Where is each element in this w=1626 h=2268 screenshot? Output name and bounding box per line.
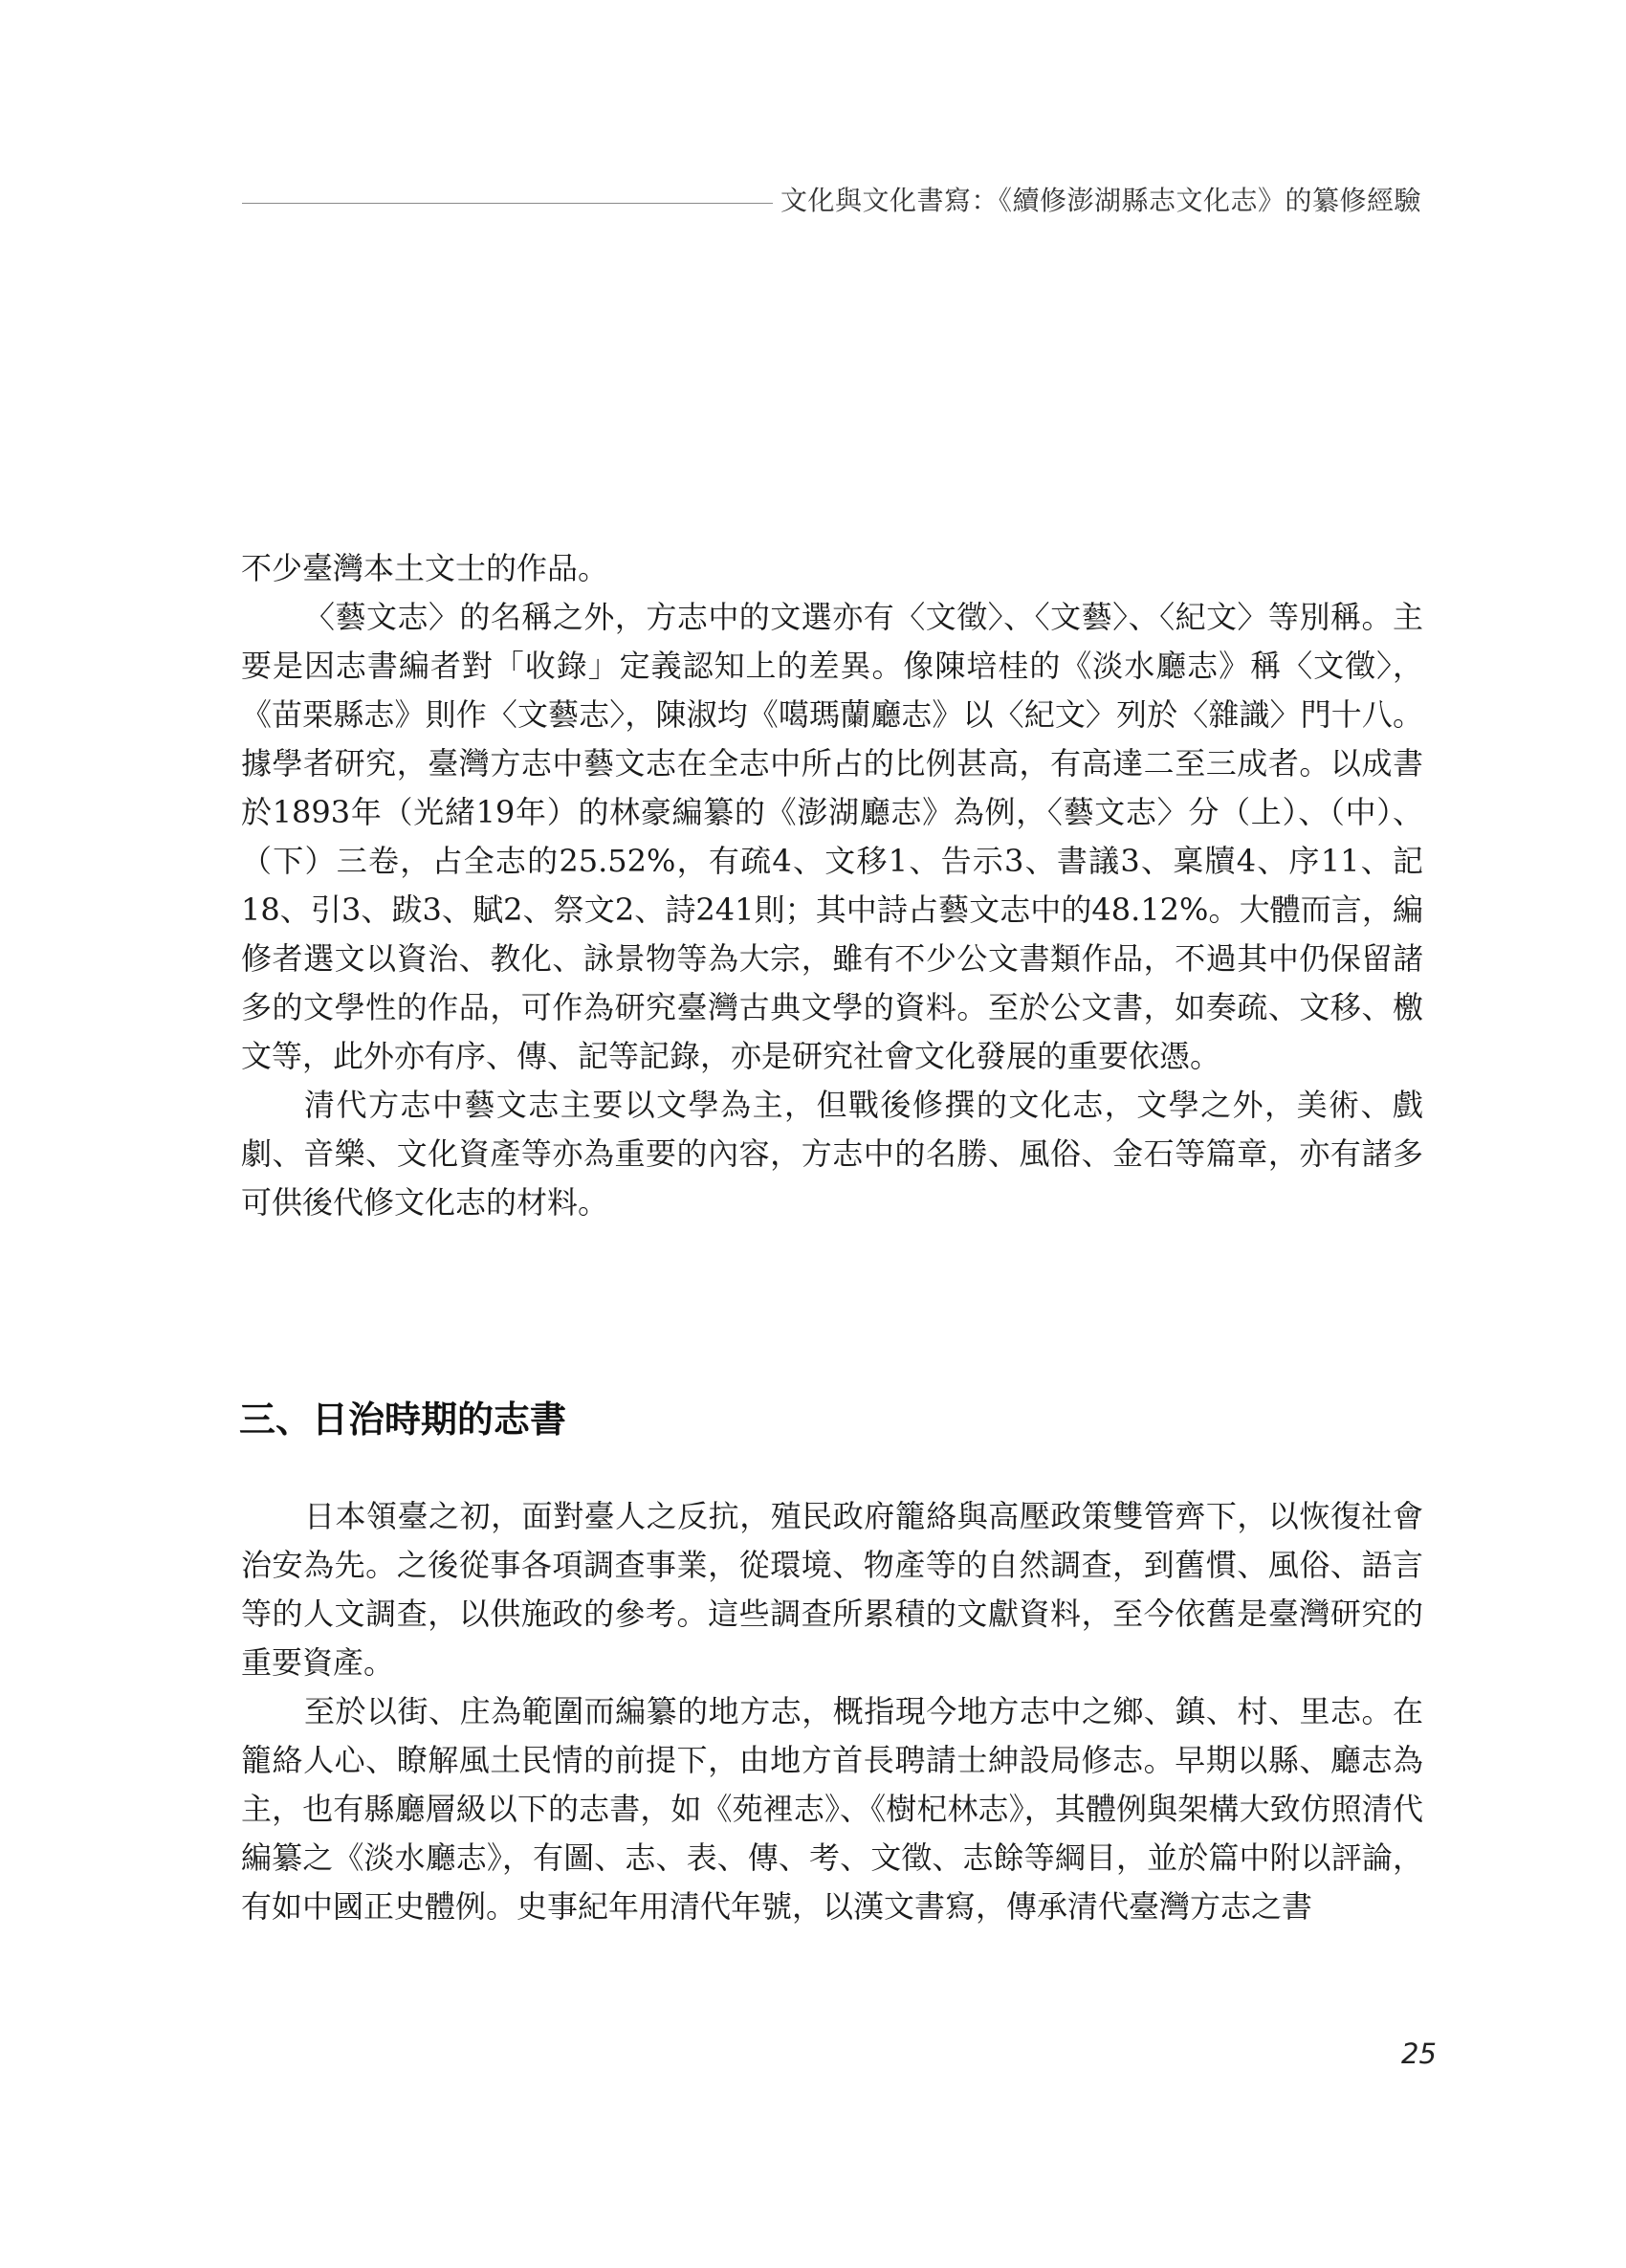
header-rule: [242, 203, 773, 204]
paragraph-qing-gazetteers: 清代方志中藝文志主要以文學為主，但戰後修撰的文化志，文學之外，美術、戲劇、音樂、文化資產等亦為重要的內容，方志中的名勝、風俗、金石等篇章，亦有諸多可供後代修文化志的材料。: [241, 1087, 1423, 1221]
page-number: 25: [1401, 2037, 1437, 2070]
running-header-title: 文化與文化書寫：《續修澎湖縣志文化志》的纂修經驗: [780, 185, 1421, 216]
body-text-top: [241, 544, 1423, 1227]
paragraph-japanese-rule: 日本領臺之初，面對臺人之反抗，殖民政府籠絡與高壓政策雙管齊下，以恢復社會治安為先。之後從事各項調查事業，從環境、物產等的自然調查，到舊慣、風俗、語言等的人文調查，以供施政的參考。這些調查所累積的文獻資料，至今依舊是臺灣研究的重要資產。: [241, 1498, 1423, 1681]
paragraph-continuation: 不少臺灣本土文士的作品。: [241, 550, 609, 586]
body-text-bottom: [241, 1492, 1423, 1931]
paragraph-local-gazetteers: 至於以街、庄為範圍而編纂的地方志，概指現今地方志中之鄉、鎮、村、里志。在籠絡人心、瞭解風土民情的前提下，由地方首長聘請士紳設局修志。早期以縣、廳志為主，也有縣廳層級以下的志書，如《苑裡志》、《樹杞林志》，其體例與架構大致仿照清代編纂之《淡水廳志》，有圖、志、表、傳、考、文徵、志餘等綱目，並於篇中附以評論，有如中國正史體例。史事紀年用清代年號，以漢文書寫，傳承清代臺灣方志之書: [241, 1693, 1423, 1925]
paragraph-arts-literature-names: 〈藝文志〉的名稱之外，方志中的文選亦有〈文徵〉、〈文藝〉、〈紀文〉等別稱。主要是因志書編者對「收錄」定義認知上的差異。像陳培桂的《淡水廳志》稱〈文徵〉，《苗栗縣志》則作〈文藝志〉，陳淑均《噶瑪蘭廳志》以〈紀文〉列於〈雜識〉門十八。據學者研究，臺灣方志中藝文志在全志中所占的比例甚高，有高達二至三成者。以成書於1893年（光緒19年）的林豪編纂的《澎湖廳志》為例，〈藝文志〉分（上）、（中）、（下）三卷，占全志的25.52%，有疏4、文移1、告示3、書議3、稟牘4、序11、記18、引3、跋3、賦2、祭文2、詩241則；其中詩占藝文志中的48.12%。大體而言，編修者選文以資治、教化、詠景物等為大宗，雖有不少公文書類作品，不過其中仍保留諸多的文學性的作品，可作為研究臺灣古典文學的資料。至於公文書，如奏疏、文移、檄文等，此外亦有序、傳、記等記錄，亦是研究社會文化發展的重要依憑。: [241, 599, 1423, 1074]
section-heading: 三、日治時期的志書: [239, 1398, 567, 1441]
